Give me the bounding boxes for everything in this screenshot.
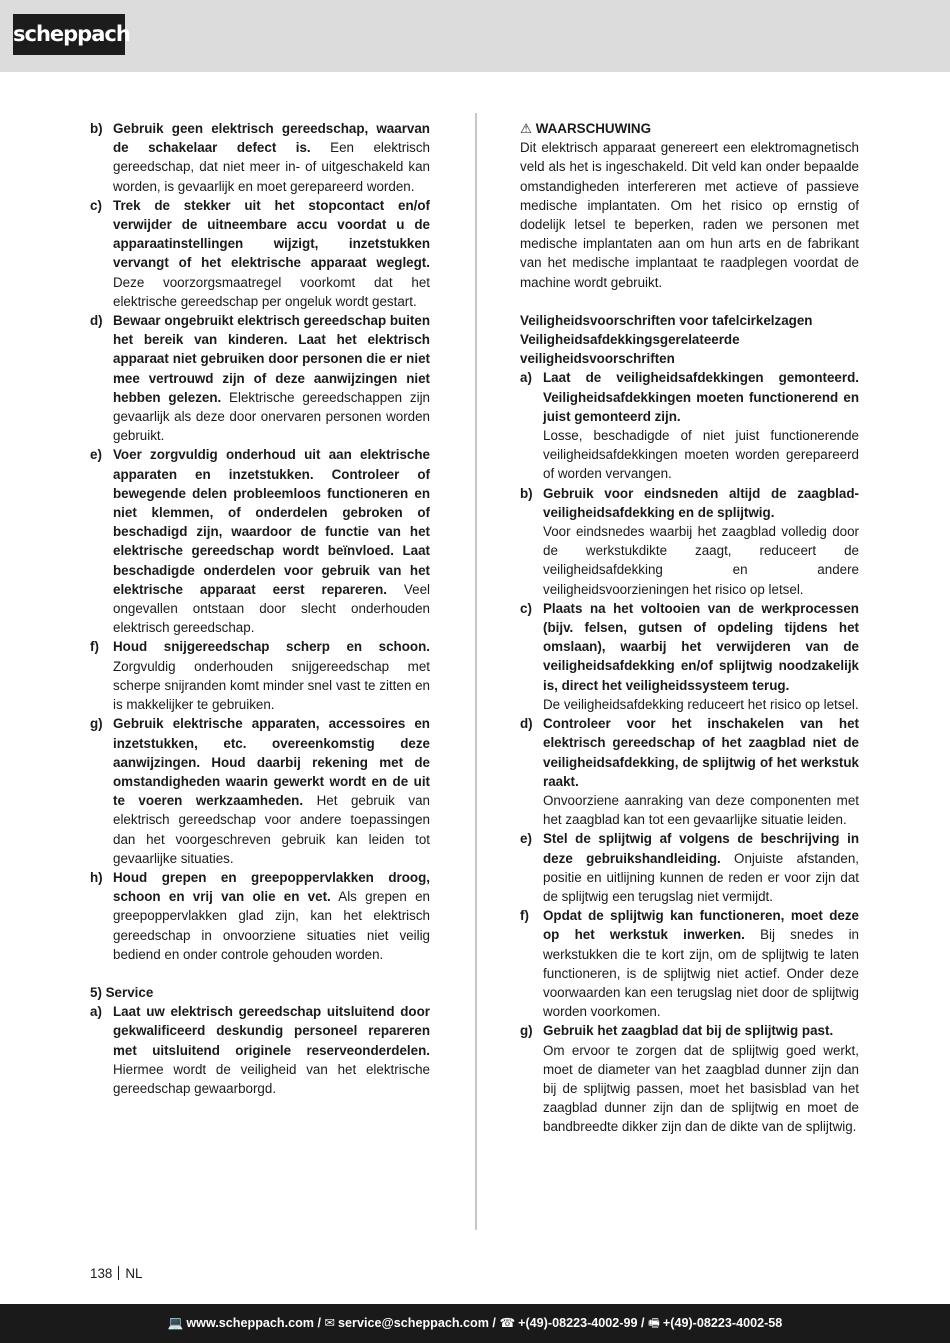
item-label: a)	[90, 1004, 102, 1020]
computer-icon: 💻	[167, 1316, 184, 1330]
item-bold-text: Gebruik voor eindsneden altijd de zaagblad-veiligheidsafdekking en de splijtwig.	[543, 485, 859, 520]
list-item	[90, 445, 430, 637]
right-column	[520, 119, 859, 1137]
item-label: h)	[90, 869, 103, 885]
right-item-list	[520, 368, 859, 1136]
left-item-list	[90, 119, 430, 964]
item-text	[543, 484, 859, 599]
phone-number: +(49)-08223-4002-99	[518, 1316, 638, 1330]
item-bold-text: Houd grepen en greepoppervlakken droog, schoon en vrij van olie en vet.	[113, 869, 430, 905]
list-item	[90, 119, 430, 196]
item-text	[543, 1021, 859, 1136]
item-normal-text: Een elektrisch gereedschap, dat niet meer in- of uitgeschakeld kan worden, is gevaarlijk en moet gerepareerd worden.	[113, 140, 431, 194]
list-item	[520, 368, 859, 483]
item-normal-text: Bij snedes in werkstukken die te kort zijn, om de splijtwig te laten functioneren, is de splijtwig niet actief. Onder deze voorwaarden kan een terugslag niet door de splijtwig worden voorkomen.	[543, 927, 859, 1020]
item-normal-text: Hiermee wordt de veiligheid van het elektrische gereedschap gewaarborgd.	[113, 1061, 430, 1096]
email-link[interactable]: service@scheppach.com	[338, 1316, 489, 1330]
item-bold-text: Stel de splijtwig af volgens de beschrijving in deze gebruikshandleiding.	[543, 831, 859, 866]
item-text	[113, 119, 430, 196]
warning-text: Dit elektrisch apparaat genereert een elektromagnetisch veld als het is ingeschakeld. Dit veld kan onder bepaalde omstandigheden interfereren met actieve of passieve medische implantaten. Om het risico op ernstig of dodelijk letsel te beperken, raden we personen met medische implantaten aan om hun arts en de fabrikant van het medische implantaat te raadplegen voordat de machine wordt gebruikt.	[520, 140, 859, 290]
item-bold-text: Gebruik het zaagblad dat bij de splijtwig past.	[543, 1023, 834, 1039]
item-normal-text: Als grepen en greepoppervlakken glad zijn, kan het elektrisch gereedschap in onvoorziene situaties niet veilig bediend en onder controle gehouden worden.	[113, 889, 430, 962]
item-label: f)	[90, 639, 99, 655]
item-normal-text: Onvoorziene aanraking van deze componenten met het zaagblad kan tot een gevaarlijke situatie leiden.	[543, 792, 859, 828]
item-text	[543, 599, 859, 714]
item-text	[543, 714, 859, 829]
item-normal-text: Voor eindsnedes waarbij het zaagblad volledig door de werkstukdikte zaagt, reduceert de veiligheidsafdekking en andere veiligheidsvoorzieningen het risico op letsel.	[543, 524, 859, 597]
list-item	[520, 714, 859, 829]
item-bold-text: Gebruik geen elektrisch gereedschap, waarvan de schakelaar defect is.	[113, 121, 430, 156]
item-normal-text: Zorgvuldig onderhouden snijgereedschap met scherpe snijranden komt minder snel vast te zitten en is makkelijker te gebruiken.	[113, 658, 430, 713]
item-normal-text: Onjuiste afstanden, positie en uitlijning kunnen de reden er voor zijn dat de splijtwig een terugslag niet vermijdt.	[543, 850, 859, 904]
item-bold-text: Plaats na het voltooien van de werkprocessen (bijv. felsen, gutsen of opdeling tijdens het omslaan), waarbij het verwijderen van de veiligheidsafdekking en/of splijtwig noodzakelijk is, direct het veiligheidssysteem terug.	[543, 600, 859, 693]
header-band	[0, 0, 950, 72]
item-text	[113, 714, 430, 868]
list-item	[520, 906, 859, 1021]
scheppach-logo: scheppach	[13, 14, 125, 55]
item-text	[543, 829, 859, 906]
item-normal-text: De veiligheidsafdekking reduceert het risico op letsel.	[543, 696, 859, 712]
item-bold-text: Voer zorgvuldig onderhoud uit aan elektrische apparaten en inzetstukken. Controleer of bewegende delen probleemloos functioneren en niet klemmen, of onderdelen gebroken of beschadigd zijn, waardoor de functie van het elektrische gereedschap wordt beïnvloed. Laat beschadigde onderdelen voor gebruik van het elektrische apparaat eerst repareren.	[113, 447, 430, 597]
item-bold-text: Opdat de splijtwig kan functioneren, moet deze op het werkstuk inwerken.	[543, 908, 859, 943]
list-item	[520, 484, 859, 599]
item-label: d)	[90, 313, 103, 329]
item-label: c)	[520, 600, 532, 616]
language-code: NL	[125, 1266, 143, 1281]
item-text	[113, 445, 430, 637]
item-text	[113, 868, 430, 964]
item-normal-text: Veel ongevallen ontstaan door slecht onderhouden elektrisch gereedschap.	[113, 581, 430, 636]
page-number-block	[90, 1264, 142, 1283]
item-normal-text: Het gebruik van elektrisch gereedschap voor andere toepassingen dan het voorgeschreven gebruik kan leiden tot gevaarlijke situaties.	[113, 793, 430, 866]
phone-icon: ☎	[499, 1316, 516, 1330]
item-label: e)	[520, 831, 532, 847]
service-item-list	[90, 1002, 430, 1098]
item-label: f)	[520, 908, 529, 924]
fax-icon: 🖷	[648, 1316, 660, 1330]
item-normal-text: Om ervoor te zorgen dat de splijtwig goed werkt, moet de diameter van het zaagblad dunner zijn dan bij de splijtwig passen, moet het basisblad van het zaagblad dunner zijn dan de splijtwig en moet de bandbreedte dikker zijn dan de dikte van de splijtwig.	[543, 1042, 859, 1135]
list-item	[90, 637, 430, 714]
item-text	[113, 637, 430, 714]
item-text	[543, 906, 859, 1021]
item-text	[543, 368, 859, 483]
list-item	[520, 829, 859, 906]
item-bold-text: Laat uw elektrisch gereedschap uitsluitend door gekwalificeerd deskundig personeel repareren met uitsluitend originele reserveonderdelen.	[113, 1004, 430, 1058]
item-normal-text: Losse, beschadigde of niet juist functionerende veiligheidsafdekkingen moeten worden gerepareerd of worden vervangen.	[543, 428, 859, 482]
item-text	[113, 311, 430, 445]
item-text	[113, 1002, 430, 1098]
item-label: g)	[90, 716, 103, 732]
item-label: b)	[90, 121, 103, 136]
left-column	[90, 119, 430, 1098]
item-label: c)	[90, 197, 102, 213]
item-normal-text: Elektrische gereedschappen zijn gevaarlijk als deze door onervaren personen worden gebruikt.	[113, 389, 430, 444]
list-item	[520, 599, 859, 714]
item-text	[113, 196, 430, 311]
item-label: g)	[520, 1023, 533, 1039]
list-item	[90, 311, 430, 445]
page-number: 138	[90, 1266, 113, 1281]
website-link[interactable]: www.scheppach.com	[186, 1316, 314, 1330]
column-divider	[475, 113, 477, 1230]
list-item	[90, 1002, 430, 1098]
item-bold-text: Laat de veiligheidsafdekkingen gemonteerd. Veiligheidsafdekkingen moeten functionerend en juist gemonteerd zijn.	[543, 370, 859, 424]
item-bold-text: Houd snijgereedschap scherp en schoon.	[113, 639, 430, 655]
item-bold-text: Bewaar ongebruikt elektrisch gereedschap buiten het bereik van kinderen. Laat het elektrisch apparaat niet gebruiken door personen die er niet mee vertrouwd zijn of deze aanwijzingen niet hebben gelezen.	[113, 313, 431, 405]
section-heading: Veiligheidsvoorschriften voor tafelcirkelzagen	[520, 312, 813, 328]
item-label: b)	[520, 485, 533, 501]
service-heading: 5) Service	[90, 984, 154, 1000]
list-item	[90, 196, 430, 311]
item-label: d)	[520, 716, 533, 732]
page-separator	[118, 1266, 119, 1280]
item-normal-text: Deze voorzorgsmaatregel voorkomt dat het elektrische gereedschap per ongeluk wordt gestart.	[113, 274, 430, 309]
list-item	[90, 714, 430, 868]
item-label: e)	[90, 447, 102, 463]
fax-number: +(49)-08223-4002-58	[662, 1316, 783, 1330]
item-bold-text: Gebruik elektrische apparaten, accessoires en inzetstukken, etc. overeenkomstig deze aanwijzingen. Houd daarbij rekening met de omstandigheden waarin gewerkt wordt en de uit te voeren werkzaamheden.	[113, 716, 430, 809]
mail-icon: ✉	[324, 1316, 336, 1330]
item-bold-text: Controleer voor het inschakelen van het elektrisch gereedschap of het zaagblad niet de veiligheidsafdekking, de splijtwig of het werkstuk raakt.	[543, 716, 859, 789]
subsection-heading: Veiligheidsafdekkingsgerelateerde veiligheidsvoorschriften	[520, 332, 740, 367]
item-label: a)	[520, 370, 532, 386]
contact-footer: 💻 www.scheppach.com / ✉ service@scheppach.com / ☎ +(49)-08223-4002-99 / 🖷 +(49)-08223-4002-58	[0, 1304, 950, 1343]
list-item	[90, 868, 430, 964]
item-bold-text: Trek de stekker uit het stopcontact en/of verwijder de uitneembare accu voordat u de apparaatinstellingen wijzigt, inzetstukken vervangt of het elektrische apparaat weglegt.	[113, 197, 430, 271]
warning-title: ⚠ WAARSCHUWING	[520, 121, 652, 136]
list-item	[520, 1021, 859, 1136]
